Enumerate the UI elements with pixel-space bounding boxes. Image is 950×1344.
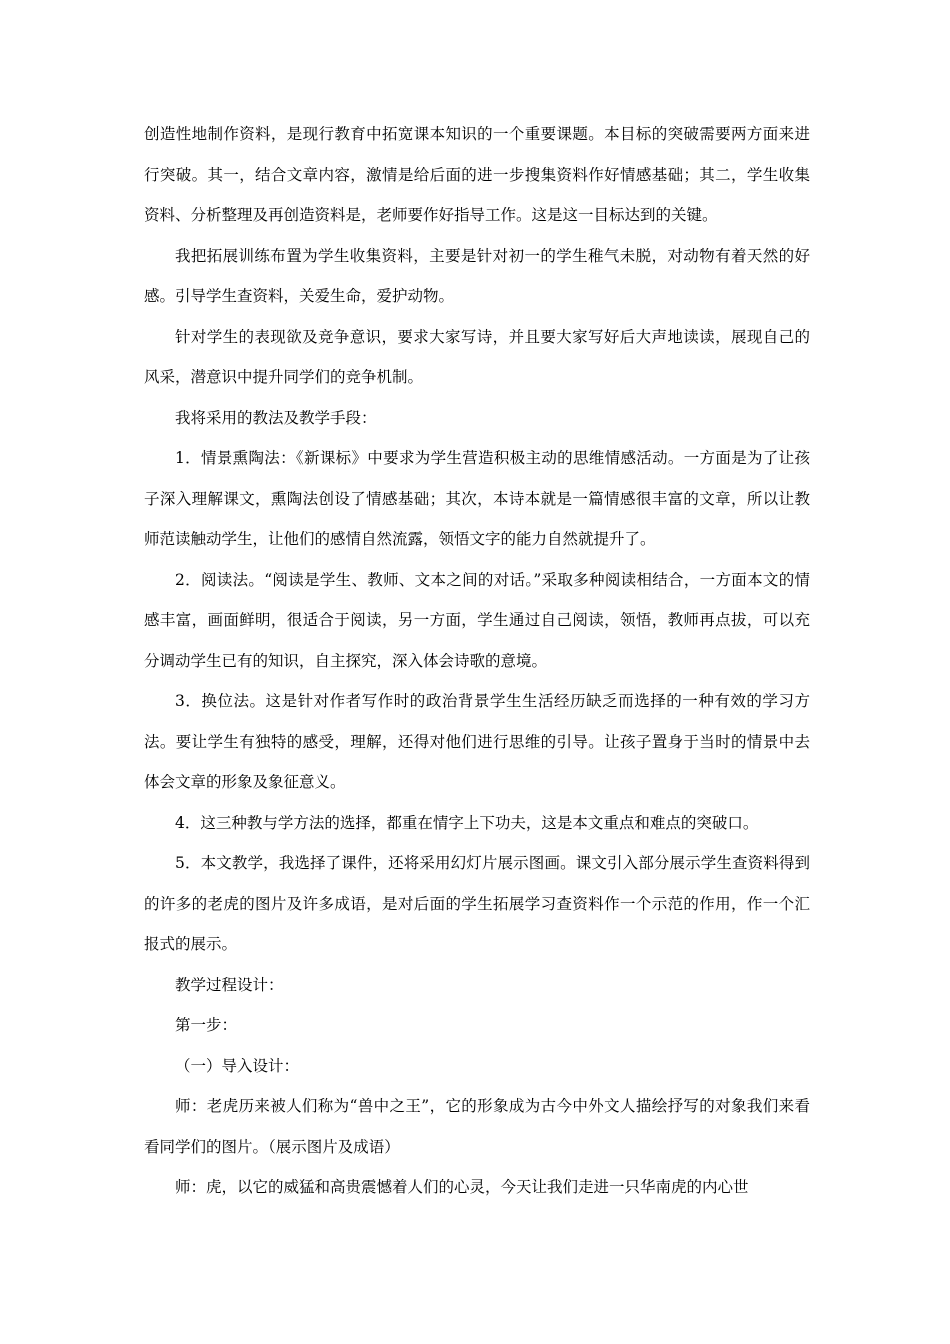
paragraph-14: 师：虎，以它的威猛和高贵震憾着人们的心灵，今天让我们走进一只华南虎的内心世 bbox=[175, 1178, 749, 1196]
paragraph-9: 5．本文教学，我选择了课件，还将采用幻灯片展示图画。课文引入部分展示学生查资料得到的许多的老虎的图片及许多成语，是对后面的学生拓展学习查资料作一个示范的作用，作一个汇报式的展示。 bbox=[144, 854, 810, 953]
paragraph-5: 1．情景熏陶法：《新课标》中要求为学生营造积极主动的思维情感活动。一方面是为了让孩子深入理解课文，熏陶法创设了情感基础；其次，本诗本就是一篇情感很丰富的文章，所以让教师范读触动学生，让他们的感情自然流露，领悟文字的能力自然就提升了。 bbox=[144, 449, 810, 548]
paragraph-6: 2．阅读法。“阅读是学生、教师、文本之间的对话。”采取多种阅读相结合，一方面本文的情感丰富，画面鲜明，很适合于阅读，另一方面，学生通过自己阅读，领悟，教师再点拔，可以充分调动学生已有的知识，自主探究，深入体会诗歌的意境。 bbox=[144, 570, 810, 670]
paragraph-10: 教学过程设计： bbox=[175, 975, 284, 994]
paragraph-12: （一）导入设计： bbox=[175, 1056, 300, 1075]
document-page bbox=[144, 114, 810, 1208]
paragraph-4: 我将采用的教法及教学手段： bbox=[175, 408, 377, 427]
paragraph-3: 针对学生的表现欲及竞争意识，要求大家写诗，并且要大家写好后大声地读读，展现自己的风采，潜意识中提升同学们的竞争机制。 bbox=[144, 327, 810, 386]
paragraph-8: 4．这三种教与学方法的选择，都重在情字上下功夫，这是本文重点和难点的突破口。 bbox=[175, 813, 759, 832]
paragraph-13: 师：老虎历来被人们称为“兽中之王”，它的形象成为古今中外文人描绘抒写的对象我们来看看同学们的图片。（展示图片及成语） bbox=[144, 1097, 810, 1156]
paragraph-7: 3．换位法。这是针对作者写作时的政治背景学生生活经历缺乏而选择的一种有效的学习方法。要让学生有独特的感受，理解，还得对他们进行思维的引导。让孩子置身于当时的情景中去体会文章的形象及象征意义。 bbox=[144, 692, 810, 791]
paragraph-2: 我把拓展训练布置为学生收集资料，主要是针对初一的学生稚气未脱，对动物有着天然的好感。引导学生查资料，关爱生命，爱护动物。 bbox=[144, 246, 810, 305]
paragraph-1: 创造性地制作资料，是现行教育中拓宽课本知识的一个重要课题。本目标的突破需要两方面来进行突破。其一，结合文章内容，激情是给后面的进一步搜集资料作好情感基础；其二，学生收集资料、分析整理及再创造资料是，老师要作好指导工作。这是这一目标达到的关键。 bbox=[144, 125, 810, 224]
paragraph-11: 第一步： bbox=[175, 1016, 238, 1034]
